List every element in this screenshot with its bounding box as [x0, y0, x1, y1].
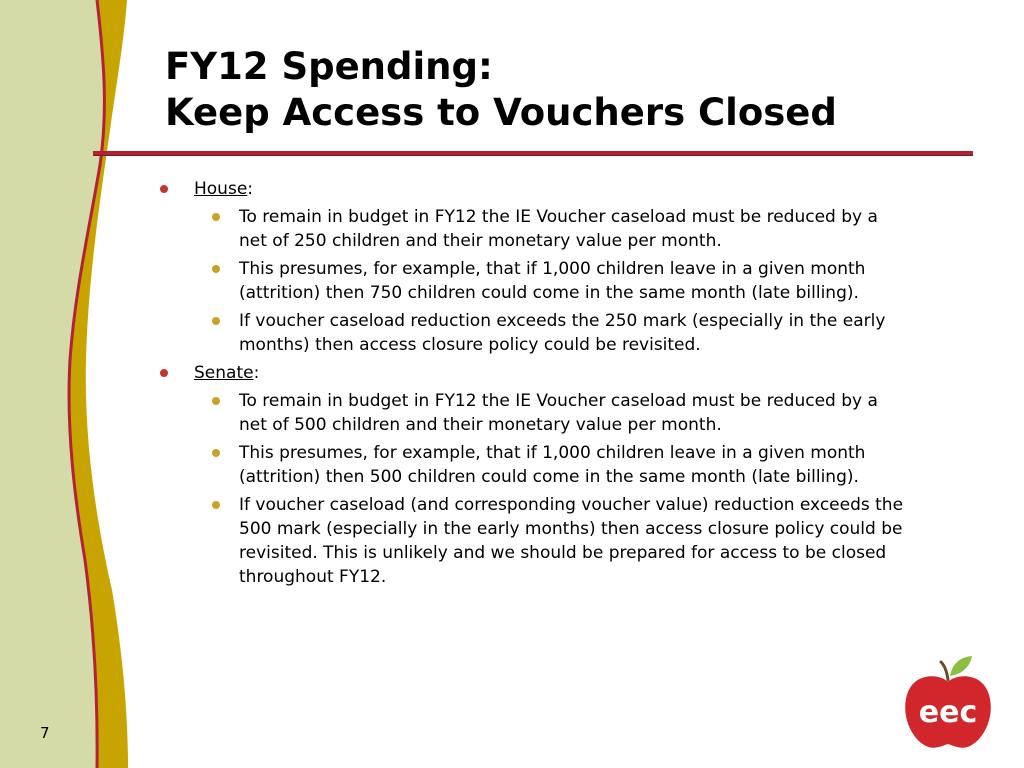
- sidebar-green-band: [0, 0, 104, 768]
- section-senate: [160, 361, 920, 589]
- gold-bullet-icon: [212, 265, 220, 273]
- list-item-text: If voucher caseload reduction exceeds the 250 mark (especially in the early months) then access closure policy could be revisited.: [239, 311, 886, 355]
- list-item-text: To remain in budget in FY12 the IE Voucher caseload must be reduced by a net of 500 children and their monetary value per month.: [239, 391, 878, 435]
- list-item: [239, 441, 909, 489]
- red-bullet-icon: [160, 369, 168, 377]
- section-house: [160, 177, 920, 357]
- section-heading: [194, 361, 920, 385]
- gold-bullet-icon: [212, 213, 220, 221]
- logo-text: eec: [918, 695, 978, 730]
- bullet-list-house: [194, 205, 920, 357]
- bullet-list-senate: [194, 389, 920, 589]
- apple-logo-icon: [902, 654, 994, 750]
- list-item-text: If voucher caseload (and corresponding voucher value) reduction exceeds the 500 mark (especially in the early months) then access closure policy could be revisited. This is unlikely and we should be prepared for access to be closed throughout FY12.: [239, 495, 904, 587]
- list-item-text: This presumes, for example, that if 1,000 children leave in a given month (attrition) then 750 children could come in the same month (late billing).: [239, 259, 866, 303]
- list-item: [239, 309, 909, 357]
- list-item: [239, 389, 909, 437]
- section-label-house: House: [194, 179, 248, 199]
- title-line-1: FY12 Spending:: [165, 45, 493, 88]
- gold-bullet-icon: [212, 317, 220, 325]
- gold-bullet-icon: [212, 449, 220, 457]
- list-item-text: To remain in budget in FY12 the IE Voucher caseload must be reduced by a net of 250 children and their monetary value per month.: [239, 207, 878, 251]
- section-heading: [194, 177, 920, 201]
- decorative-sidebar: [0, 0, 140, 768]
- red-bullet-icon: [160, 185, 168, 193]
- page-number: 7: [40, 724, 50, 742]
- section-colon: :: [247, 179, 254, 199]
- list-item: [239, 493, 909, 589]
- section-colon: :: [253, 363, 260, 383]
- section-label-senate: Senate: [194, 363, 254, 383]
- logo-leaf: [950, 656, 972, 676]
- list-item: [239, 205, 909, 253]
- title-line-2: Keep Access to Vouchers Closed: [165, 91, 837, 134]
- list-item: [239, 257, 909, 305]
- title-divider: [93, 151, 973, 156]
- slide-content: [160, 177, 920, 593]
- slide-title: [165, 44, 837, 136]
- logo-stem: [941, 662, 948, 680]
- list-item-text: This presumes, for example, that if 1,000 children leave in a given month (attrition) then 500 children could come in the same month (late billing).: [239, 443, 866, 487]
- gold-bullet-icon: [212, 397, 220, 405]
- gold-bullet-icon: [212, 501, 220, 509]
